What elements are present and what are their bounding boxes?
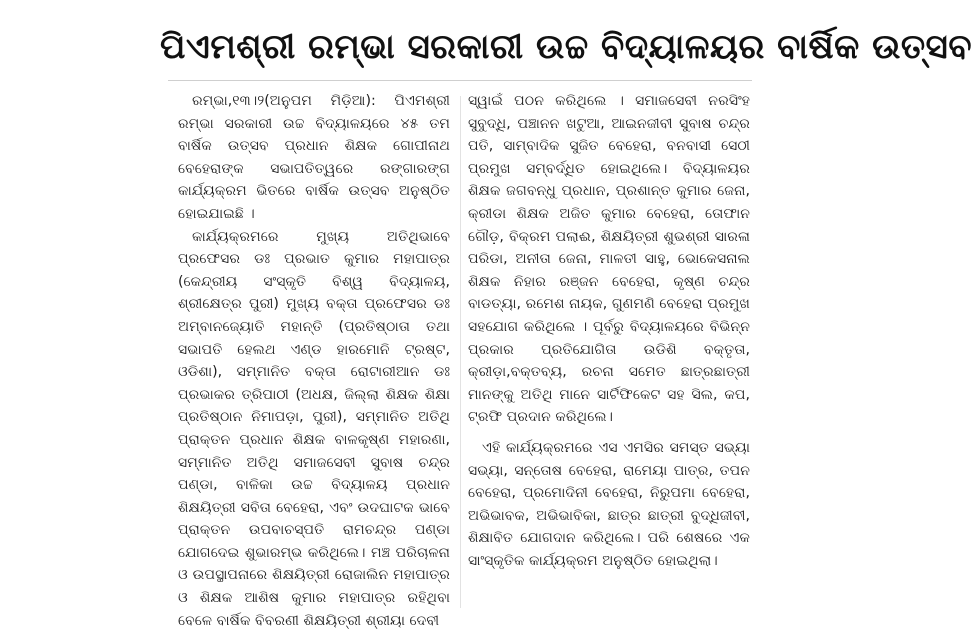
paragraph-attendees: ଏହି କାର୍ଯ୍ୟକ୍ରମରେ ଏସ ଏମସିର ସମସ୍ତ ସଭ୍ୟା ସଭ୍ୟା, ସନ୍ତୋଷ ବେହେରା, ରାମେୟା ପାତ୍ର, ତପନ ବେହେରା, ପ୍ରମୋଦିନୀ ବେହେରା, ନିରୁପମା ବେହେରା, ଅଭିଭାବକ, ଅଭିଭାବିକା, ଛାତ୍ର ଛାତ୍ରୀ ବୁଦ୍ଧିଜୀବୀ, ଶିକ୍ଷାବିତ ଯୋଗଦାନ କରିଥିଲେ। ପରି ଶେଷରେ ଏକ ସାଂସ୍କୃତିକ କାର୍ଯ୍ୟକ୍ରମ ଅନୁଷ୍ଠିତ ହୋଇଥିଲା। bbox=[468, 439, 750, 569]
column-divider bbox=[460, 96, 461, 608]
article-headline: ପିଏମଶ୍ରୀ ରମ୍ଭା ସରକାରୀ ଉଚ୍ଚ ବିଦ୍ୟାଳୟର ବାର୍ଷିକ ଉତ୍ସବ bbox=[160, 27, 972, 67]
headline-rule bbox=[168, 80, 752, 81]
article-column-right bbox=[468, 90, 750, 615]
paragraph-guests: କାର୍ଯ୍ୟକ୍ରମରେ ମୁଖ୍ୟ ଅତିଥିଭାବେ ପ୍ରଫେସର ଡଃ ପ୍ରଭାତ କୁମାର ମହାପାତ୍ର (କେନ୍ଦ୍ରୀୟ ସଂସ୍କୃତି ବିଶ୍ୱ ବିଦ୍ୟାଳୟ, ଶ୍ରୀକ୍ଷେତ୍ର ପୁରୀ) ମୁଖ୍ୟ ବକ୍ତା ପ୍ରଫେସର ଡଃ ଅମ୍ବାନଜ୍ୟୋତି ମହାନ୍ତି (ପ୍ରତିଷ୍ଠାତା ତଥା ସଭାପତି ହେଲଥ ଏଣ୍ଡ ହାରମୋନି ଟ୍ରଷ୍ଟ, ଓଡିଶା), ସମ୍ମାନିତ ବକ୍ତା ରୋଟାରୀଆନ ଡଃ ପ୍ରଭାକର ତ୍ରିପାଠୀ (ଅଧକ୍ଷ, ଜିଲ୍ଲା ଶିକ୍ଷକ ଶିକ୍ଷା ପ୍ରତିଷ୍ଠାନ ନିମାପଡ଼ା, ପୁରୀ), ସମ୍ମାନିତ ଅତିଥି ପ୍ରାକ୍ତନ ପ୍ରଧାନ ଶିକ୍ଷକ ବାଳକୃଷ୍ଣ ମହାରଣା, ସମ୍ମାନିତ ଅତିଥି ସମାଜସେବୀ ସୁବାଷ ଚନ୍ଦ୍ର ପଣ୍ଡା, ବାଳିକା ଉଚ୍ଚ ବିଦ୍ୟାଳୟ ପ୍ରଧାନ ଶିକ୍ଷୟିତ୍ରୀ ସବିତା ବେହେରା, ଏବଂ ଉଦଘାଟକ ଭାବେ ପ୍ରାକ୍ତନ ଉପବାଚସ୍ପତି ରାମଚନ୍ଦ୍ର ପଣ୍ଡା ଯୋଗଦେଇ ଶୁଭାରମ୍ଭ କରିଥିଲେ। ମଞ୍ଚ ପରିଚାଳନା ଓ ଉପସ୍ଥାପନାରେ ଶିକ୍ଷୟିତ୍ରୀ ରୋଜାଲିନ ମହାପାତ୍ର ଓ ଶିକ୍ଷକ ଆଶିଷ କୁମାର ମହାପାତ୍ର ରହିଥିବା ବେଳେ ବାର୍ଷିକ ବିବରଣୀ ଶିକ୍ଷୟିତ୍ରୀ ଶ୍ରୀୟା ଦେବୀ bbox=[178, 228, 450, 629]
paragraph-felicitation: ସ୍ୱାଇଁ ପଠନ କରିଥିଲେ । ସମାଜସେବୀ ନରସିଂହ ସୁବୁଦ୍ଧି, ପଞ୍ଚାନନ ଖଟୁଆ, ଆଇନଜୀବୀ ସୁବାଷ ଚନ୍ଦ୍ର ପତି, ସାମ୍ବାଦିକ ସୁଜିତ ବେହେରା, ବନବାସୀ ସେଠୀ ପ୍ରମୁଖ ସମ୍ବର୍ଦ୍ଧିତ ହୋଇଥିଲେ। ବିଦ୍ୟାଳୟର ଶିକ୍ଷକ ଜଗବନ୍ଧୁ ପ୍ରଧାନ, ପ୍ରଶାନ୍ତ କୁମାର ଜେନା, କ୍ରୀଡା ଶିକ୍ଷକ ଅଜିତ କୁମାର ବେହେରା, ତୋଫାନ ଗୌଡ଼, ବିକ୍ରମ ପଲାଈ, ଶିକ୍ଷୟିତ୍ରୀ ଶୁଭଶ୍ରୀ ସାରଳା ପରିଡା, ଅନୀତା ଜେନା, ମାଳତୀ ସାହୁ, ଭୋକେସନାଲ ଶିକ୍ଷକ ନିହାର ରଞ୍ଜନ ବେହେରା, କୃଷ୍ଣ ଚନ୍ଦ୍ର ବାଡତ୍ୟା, ରମେଶ ନାୟକ, ଗୁଣମଣି ବେହେରା ପ୍ରମୁଖ ସହଯୋଗ କରିଥିଲେ । ପୂର୍ବରୁ ବିଦ୍ୟାଳୟରେ ବିଭିନ୍ନ ପ୍ରକାର ପ୍ରତିଯୋଗିତା ଉଡିଶି ବକ୍ତୃତା, କ୍ରୀଡ଼ା,ବକ୍ତବ୍ୟ, ରଚନା ସମେତ ଛାତ୍ରଛାତ୍ରୀ ମାନଙ୍କୁ ଅତିଥି ମାନେ ସାର୍ଟିଫିକେଟ ସହ ସିଲ, କପ, ଟ୍ରଫି ପ୍ରଦାନ କରିଥିଲେ। bbox=[468, 93, 750, 426]
newspaper-clipping bbox=[150, 0, 972, 629]
article-column-left bbox=[178, 90, 450, 629]
paragraph-dateline: ରମ୍ଭା,୧୩।୨(ଅନୁପମ ମିଡ଼ିଆ): ପିଏମଶ୍ରୀ ରମ୍ଭା ସରକାରୀ ଉଚ୍ଚ ବିଦ୍ୟାଳୟରେ ୪୫ ତମ ବାର୍ଷିକ ଉତ୍ସବ ପ୍ରଧାନ ଶିକ୍ଷକ ଗୋପୀନାଥ ବେହେରାଙ୍କ ସଭାପତିତ୍ୱରେ ରଙ୍ଗାରଙ୍ଗ କାର୍ଯ୍ୟକ୍ରମ ଭିତରେ ବାର୍ଷିକ ଉତ୍ସବ ଅନୁଷ୍ଠିତ ହୋଇଯାଇଛି । bbox=[178, 93, 450, 222]
